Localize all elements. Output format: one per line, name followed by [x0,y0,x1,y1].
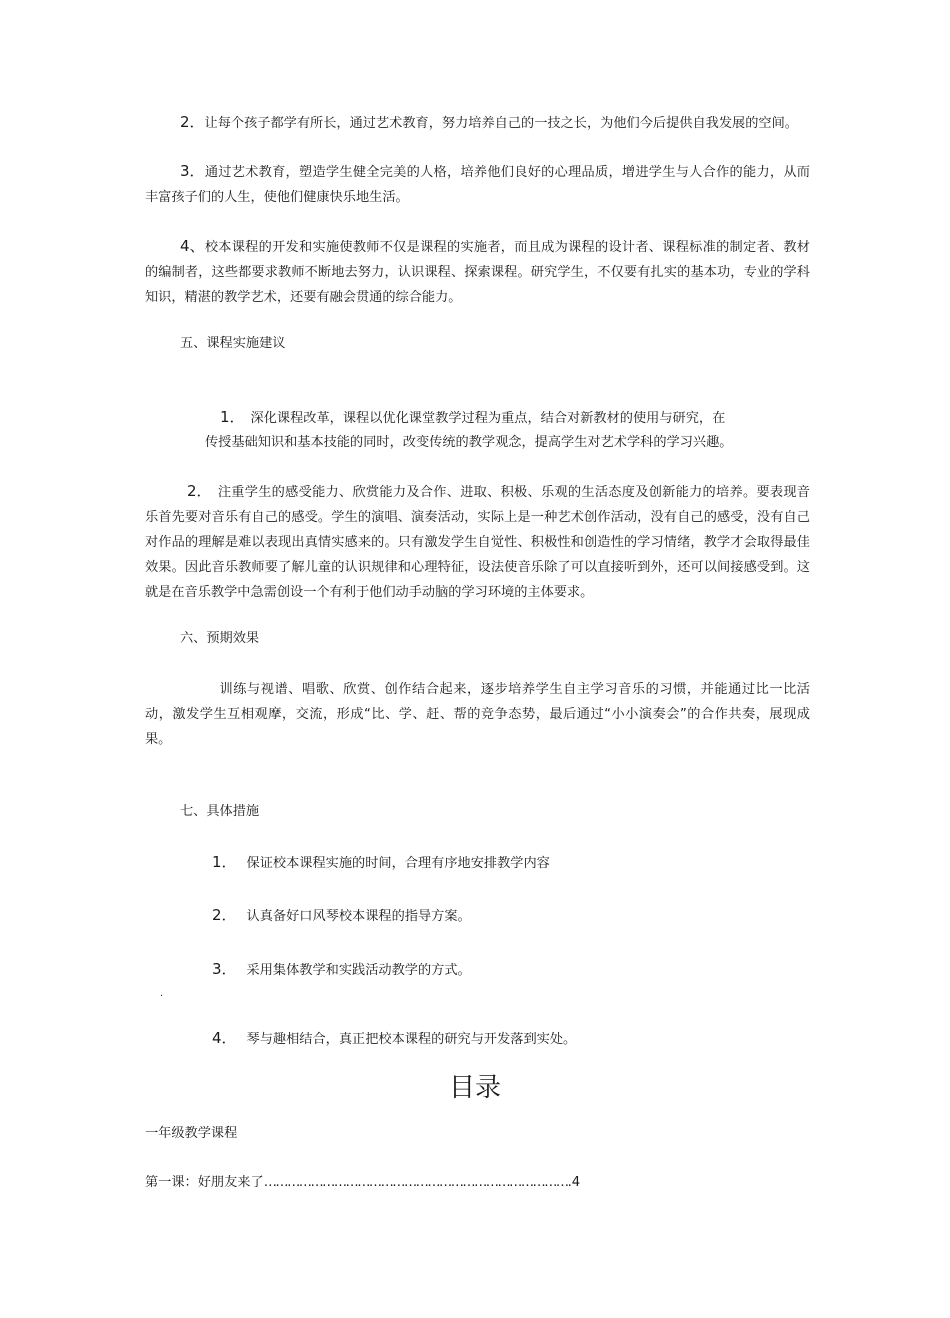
measure-item-4: 4． 琴与趣相结合，真正把校本课程的研究与开发落到实处。 [212,1029,577,1047]
paragraph-text: 校本课程的开发和实施使教师不仅是课程的实施者，而且成为课程的设计者、课程标准的制定者、教材的编制者，这些都要求教师不断地去努力，认识课程、探索课程。研究学生，不仅要有扎实的基本功，专业的学科知识，精湛的教学艺术，还要有融会贯通的综合能力。 [145,240,810,305]
paragraph-goal-4 [145,234,810,310]
measure-item-3: 3． 采用集体教学和实践活动教学的方式。 [212,960,471,978]
toc-entry-page: .4 [567,1175,581,1190]
toc-entry[interactable] [145,1170,580,1195]
toc-entry-leader: …………………………………………………………………… [263,1175,568,1190]
paragraph-number: 2． [180,113,205,131]
paragraph-number: 1． [220,408,245,426]
toc-grade-heading: 一年级教学课程 [145,1126,238,1141]
measure-item-1: 1． 保证校本课程实施的时间，合理有序地安排教学内容 [212,853,550,871]
paragraph-goal-2 [145,110,810,136]
suggestion-1-line-2: 传授基础知识和基本技能的同时，改变传统的教学观念，提高学生对艺术学科的学习兴趣。 [205,435,733,450]
paragraph-text: 训练与视谱、唱歌、欣赏、创作结合起来，逐步培养学生自主学习音乐的习惯，并能通过比一比活动，激发学生互相观摩，交流，形成“比、学、赶、帮的竞争态势，最后通过“小小演奏会”的合作共奏，展现成果。 [145,682,810,747]
paragraph-goal-3 [145,159,810,210]
section-heading-implementation: 五、课程实施建议 [180,336,286,351]
paragraph-number: 4、 [180,237,205,255]
paragraph-text: 通过艺术教育，塑造学生健全完美的人格，培养他们良好的心理品质，增进学生与人合作的能力，从而丰富孩子们的人生，使他们健康快乐地生活。 [145,165,810,205]
suggestion-1-line-1: 1． 深化课程改革，课程以优化课堂教学过程为重点，结合对新教材的使用与研究，在 [220,405,725,431]
paragraph-suggestion-2 [145,479,810,605]
paragraph-text: 注重学生的感受能力、欣赏能力及合作、进取、积极、乐观的生活态度及创新能力的培养。要表现音乐首先要对音乐有自己的感受。学生的演唱、演奏活动，实际上是一种艺术创作活动，没有自己的感受，没有自己对作品的理解是难以表现出真情实感来的。只有激发学生自觉性、积极性和创造性的学习情绪，教学才会取得最佳效果。因此音乐教师要了解儿童的认识规律和心理特征，设法使音乐除了可以直接听到外，还可以间接感受到。这就是在音乐教学中急需创设一个有利于他们动手动脑的学习环境的主体要求。 [145,485,810,600]
section-heading-expected-results: 六、预期效果 [180,631,260,646]
section-heading-measures: 七、具体措施 [180,804,260,819]
paragraph-expected-results [145,677,810,752]
paragraph-number: 2． [187,482,212,500]
paragraph-text: 让每个孩子都学有所长，通过艺术教育，努力培养自己的一技之长，为他们今后提供自我发展的空间。 [204,116,798,131]
measure-item-2: 2． 认真备好口风琴校本课程的指导方案。 [212,906,471,924]
toc-title: 目录 [448,1073,501,1103]
toc-entry-label: 第一课：好朋友来了 [145,1175,264,1190]
stray-mark: . [160,988,164,999]
paragraph-number: 3． [180,162,205,180]
